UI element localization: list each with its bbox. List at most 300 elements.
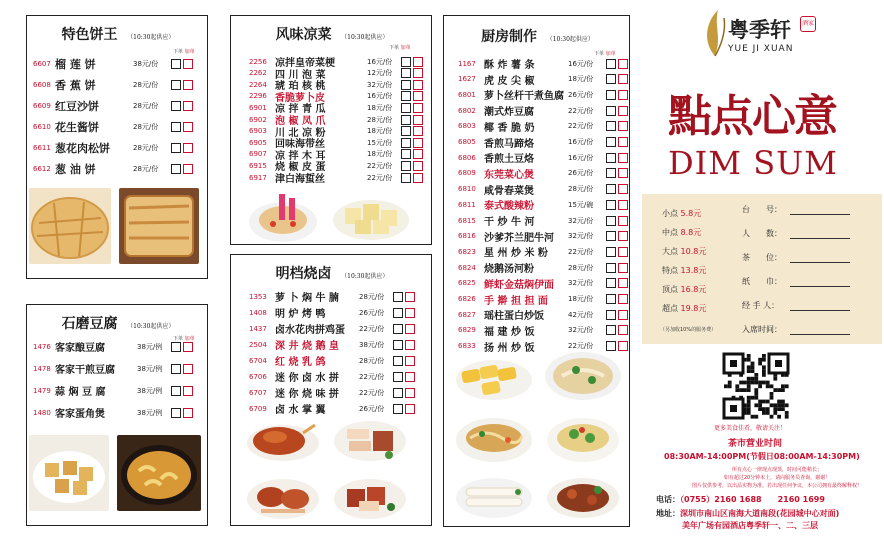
chufang-item-code: 6815	[458, 216, 476, 225]
tofu-order-checkbox[interactable]	[171, 386, 181, 396]
shaola-row	[249, 305, 415, 320]
shaola-order-checkbox[interactable]	[393, 340, 403, 350]
chufang-add-checkbox[interactable]	[618, 216, 628, 226]
tofu-add-checkbox[interactable]	[183, 364, 193, 374]
photo-noodle-bowl	[542, 408, 624, 466]
shaola-item-code: 6707	[249, 388, 267, 397]
shaola-add-checkbox[interactable]	[405, 388, 415, 398]
liangcai-item-code: 6915	[249, 161, 267, 170]
chufang-item-price: 26元/份	[568, 90, 594, 99]
shaola-item-code: 2504	[249, 340, 267, 349]
liangcai-item-code: 6905	[249, 138, 267, 147]
liangcai-item-price: 32元/份	[367, 80, 393, 89]
shaola-title-row	[231, 263, 433, 283]
phone-number: （0755）2160 1688 2160 1699	[680, 495, 825, 504]
order-field-line[interactable]	[790, 262, 850, 263]
pricing-label: 超点	[662, 304, 678, 313]
chufang-item-price: 32元/份	[568, 232, 594, 241]
tofu-item-price: 38元/例	[137, 408, 163, 417]
pricing-label: 中点	[662, 228, 678, 237]
chufang-add-checkbox[interactable]	[618, 200, 628, 210]
tofu-row	[33, 405, 193, 420]
shaola-item-name: 深 井 烧 鹅 皇	[275, 341, 339, 352]
chufang-add-checkbox[interactable]	[618, 59, 628, 69]
chufang-item-name: 香煎马蹄烙	[484, 138, 534, 150]
photo-stuffed-tofu	[29, 435, 109, 511]
order-field-line[interactable]	[790, 214, 850, 215]
shaola-item-price: 22元/份	[359, 372, 385, 381]
leaf-logo-icon	[700, 8, 730, 58]
photo-durian-pancake	[119, 188, 199, 264]
chufang-item-price: 18元/份	[568, 75, 594, 84]
shaola-item-price: 22元/份	[359, 388, 385, 397]
bing-item-name: 香 蕉 饼	[55, 79, 96, 92]
tofu-order-checkbox[interactable]	[171, 342, 181, 352]
tofu-order-checkbox[interactable]	[171, 364, 181, 374]
chufang-order-checkbox[interactable]	[606, 263, 616, 273]
address-row	[656, 508, 839, 519]
liangcai-item-price: 22元/份	[367, 161, 393, 170]
order-field-line[interactable]	[790, 334, 850, 335]
chufang-row	[458, 307, 628, 322]
order-field-line[interactable]	[790, 286, 850, 287]
liangcai-item-name: 回味海带丝	[275, 139, 325, 151]
chufang-order-checkbox[interactable]	[606, 59, 616, 69]
chufang-item-price: 15元/碗	[568, 200, 594, 209]
photo-roast-goose	[241, 413, 325, 465]
qr-caption: 更多美食佳肴，敬请关注！	[714, 425, 787, 432]
brand-area	[642, 0, 884, 194]
chufang-order-checkbox[interactable]	[606, 325, 616, 335]
shaola-row	[249, 337, 415, 352]
chufang-order-checkbox[interactable]	[606, 200, 616, 210]
bing-add-checkbox[interactable]	[183, 122, 193, 132]
tofu-add-checkbox[interactable]	[183, 386, 193, 396]
chufang-add-checkbox[interactable]	[618, 247, 628, 257]
shaola-item-price: 38元/份	[359, 340, 385, 349]
bing-add-checkbox[interactable]	[183, 164, 193, 174]
order-field-line[interactable]	[790, 310, 850, 311]
liangcai-item-code: 6901	[249, 103, 267, 112]
chufang-add-checkbox[interactable]	[618, 106, 628, 116]
fine-print	[672, 466, 882, 490]
bing-item-price: 28元/份	[133, 81, 159, 89]
fine-print-2: 如有超过20分钟未上，请向服务员查询，谢谢！	[723, 475, 831, 481]
tofu-item-price: 38元/例	[137, 342, 163, 351]
bing-order-checkbox[interactable]	[171, 143, 181, 153]
address-line-1: 深圳市南山区南海大道南段(花园城中心对面)	[680, 509, 840, 518]
hours-title: 茶市营业时间	[728, 439, 783, 449]
brand-name-cn: 粤季轩	[728, 17, 791, 42]
slogan-cn: 點点心意	[668, 91, 836, 142]
pancake-image-2	[119, 188, 199, 264]
chufang-add-checkbox[interactable]	[618, 184, 628, 194]
shaola-order-checkbox[interactable]	[393, 356, 403, 366]
bing-item-price: 28元/份	[133, 102, 159, 110]
chufang-item-code: 6825	[458, 279, 476, 288]
address-line-2: 美年广场有园酒店粤季轩一、二、三层	[682, 521, 818, 530]
chufang-order-checkbox[interactable]	[606, 121, 616, 131]
chufang-item-name: 福 建 炒 饭	[484, 326, 535, 338]
phone-label: 电话：	[656, 495, 680, 504]
noodle-bowl-image	[542, 408, 624, 466]
shaola-order-checkbox[interactable]	[393, 292, 403, 302]
brand-seal	[800, 16, 816, 32]
chufang-item-code: 6810	[458, 185, 476, 194]
liangcai-item-name: 凉 拌 青 瓜	[275, 104, 326, 116]
shaola-add-checkbox[interactable]	[405, 372, 415, 382]
chufang-add-checkbox[interactable]	[618, 294, 628, 304]
order-field-label: 入席时间：	[742, 325, 782, 334]
bing-item-code: 6611	[33, 144, 51, 152]
liangcai-col-add: 加单	[400, 45, 411, 51]
liangcai-item-code: 2262	[249, 69, 267, 78]
bing-add-checkbox[interactable]	[183, 80, 193, 90]
pricing-label: 顶点	[662, 285, 678, 294]
chufang-order-checkbox[interactable]	[606, 216, 616, 226]
liangcai-item-price: 22元/份	[367, 173, 393, 182]
shaola-item-name: 迷 你 卤 水 拼	[275, 373, 339, 384]
shaola-order-checkbox[interactable]	[393, 324, 403, 334]
chufang-item-price: 16元/份	[568, 138, 594, 146]
tofu-item-price: 38元/例	[137, 386, 163, 395]
pricing-price: 10.8元	[678, 247, 707, 256]
chufang-item-price: 42元/份	[568, 310, 594, 319]
shaola-add-checkbox[interactable]	[405, 308, 415, 318]
shaola-item-name: 明 炉 烤 鸭	[275, 309, 326, 320]
chufang-order-checkbox[interactable]	[606, 106, 616, 116]
liangcai-item-code: 6917	[249, 173, 267, 182]
fine-print-1: 所有点心一律现点现蒸，时间可能稍长；	[731, 467, 822, 473]
roast-goose-image	[241, 413, 325, 465]
tofu-row	[33, 339, 193, 354]
chufang-order-checkbox[interactable]	[606, 168, 616, 178]
chicken-feet-image	[245, 190, 321, 244]
bing-col-headers	[173, 48, 195, 55]
slogan-en: DIM SUM	[668, 144, 838, 182]
tofu-title-row	[27, 313, 209, 333]
shaola-item-name: 卤水花肉拼鸡蛋	[275, 325, 345, 336]
shaola-add-checkbox[interactable]	[405, 356, 415, 366]
chufang-item-name: 虎 皮 尖 椒	[484, 75, 535, 87]
panel-bing	[26, 15, 208, 279]
liangcai-title-row	[231, 24, 433, 44]
liangcai-item-name: 琥 珀 核 桃	[275, 81, 326, 93]
chufang-add-checkbox[interactable]	[618, 90, 628, 100]
chufang-item-code: 6829	[458, 326, 476, 335]
liangcai-title: 风味凉菜	[275, 27, 332, 43]
bing-item-name: 红豆沙饼	[55, 100, 99, 113]
tofu-col-add: 加单	[184, 336, 195, 342]
photo-roast-pork	[329, 471, 411, 523]
chufang-order-checkbox[interactable]	[606, 278, 616, 288]
soup-noodles-image	[542, 346, 624, 404]
chufang-col-small: 下单	[594, 51, 605, 57]
bing-item-code: 6608	[33, 81, 51, 89]
chufang-item-name: 潮式炸豆腐	[484, 107, 534, 119]
pricing-label: 小点	[662, 209, 678, 218]
panel-shaola	[230, 254, 432, 526]
liangcai-item-price: 18元/份	[367, 127, 393, 136]
chufang-add-checkbox[interactable]	[618, 325, 628, 335]
liangcai-item-name: 香脆萝卜皮	[275, 92, 325, 104]
bing-item-name: 榴 莲 饼	[55, 58, 96, 71]
pricing-row	[662, 227, 701, 238]
chufang-add-checkbox[interactable]	[618, 153, 628, 163]
tofu-add-checkbox[interactable]	[183, 342, 193, 352]
liangcai-item-code: 2256	[249, 57, 267, 66]
shaola-row	[249, 385, 415, 400]
bing-item-price: 28元/份	[133, 123, 159, 131]
chufang-item-code: 6824	[458, 263, 476, 272]
chufang-item-price: 22元/份	[568, 247, 594, 256]
order-field-line[interactable]	[790, 238, 850, 239]
tofu-item-code: 1479	[33, 386, 51, 395]
shaola-add-checkbox[interactable]	[405, 324, 415, 334]
chufang-item-name: 酥 炸 薯 条	[484, 60, 535, 71]
bing-row	[33, 56, 193, 72]
bing-item-price: 38元/份	[133, 60, 159, 68]
chufang-order-checkbox[interactable]	[606, 294, 616, 304]
pricing-price: 16.8元	[678, 285, 707, 294]
chufang-add-checkbox[interactable]	[618, 278, 628, 288]
pricing-row	[662, 303, 706, 314]
liangcai-col-headers	[389, 44, 411, 51]
liangcai-item-name: 津白海蜇丝	[275, 174, 325, 185]
chufang-add-checkbox[interactable]	[618, 231, 628, 241]
pricing-price: 8.8元	[678, 228, 702, 237]
shaola-add-checkbox[interactable]	[405, 404, 415, 414]
chufang-item-name: 东莞菜心煲	[484, 169, 534, 181]
tofu-item-code: 1478	[33, 364, 51, 373]
roast-pork-image	[329, 471, 411, 523]
shaola-item-price: 28元/份	[359, 292, 385, 301]
chufang-add-checkbox[interactable]	[618, 168, 628, 178]
chufang-row	[458, 276, 628, 291]
fried-noodles-image	[452, 408, 536, 466]
chufang-item-name: 星 州 炒 米 粉	[484, 248, 548, 260]
chufang-order-checkbox[interactable]	[606, 184, 616, 194]
tofu-note: （10:30起供应）	[127, 323, 175, 330]
chufang-item-name: 烧鹅汤河粉	[484, 264, 534, 276]
chufang-order-checkbox[interactable]	[606, 90, 616, 100]
shaola-item-name: 萝 卜 焖 牛 腩	[275, 293, 339, 304]
liangcai-order-checkbox[interactable]	[401, 173, 411, 183]
shaola-item-code: 1437	[249, 324, 267, 333]
liangcai-add-checkbox[interactable]	[413, 173, 423, 183]
chufang-add-checkbox[interactable]	[618, 263, 628, 273]
chufang-item-name: 扬 州 炒 饭	[484, 342, 535, 354]
chufang-row	[458, 229, 628, 244]
bing-add-checkbox[interactable]	[183, 101, 193, 111]
tofu-item-name: 客家干煎豆腐	[55, 365, 115, 376]
tofu-add-checkbox[interactable]	[183, 408, 193, 418]
cucumber-image	[329, 190, 413, 244]
bing-order-checkbox[interactable]	[171, 164, 181, 174]
chufang-row	[458, 103, 628, 118]
chufang-note: （10:30起供应）	[546, 36, 594, 43]
chufang-order-checkbox[interactable]	[606, 247, 616, 257]
shaola-add-checkbox[interactable]	[405, 292, 415, 302]
bing-add-checkbox[interactable]	[183, 59, 193, 69]
photo-rice-rolls	[452, 470, 536, 522]
shaola-item-price: 28元/份	[359, 356, 385, 365]
fine-print-3: 图片仅供参考，以出品实物为准。若出现任何争议，本公司拥有最终解释权！	[691, 483, 862, 489]
chufang-item-code: 6801	[458, 90, 476, 99]
tofu-item-code: 1480	[33, 408, 51, 417]
bing-row	[33, 140, 193, 156]
pancake-image	[29, 188, 111, 264]
chufang-item-name: 鲜虾金菇焖伊面	[484, 279, 554, 291]
chufang-item-code: 6809	[458, 169, 476, 178]
chufang-order-checkbox[interactable]	[606, 310, 616, 320]
tofu-item-price: 38元/例	[137, 364, 163, 373]
bing-item-name: 花生酱饼	[55, 121, 99, 134]
chufang-row	[458, 339, 628, 354]
bing-item-code: 6607	[33, 60, 51, 68]
bing-col-small: 下单	[173, 49, 184, 55]
chufang-row	[458, 150, 628, 165]
liangcai-item-price: 15元/份	[367, 138, 393, 147]
chufang-row	[458, 166, 628, 181]
shaola-item-name: 卤 水 掌 翼	[275, 405, 326, 416]
chufang-item-name: 泰式酸辣粉	[484, 201, 534, 213]
chufang-row	[458, 292, 628, 307]
bing-item-price: 28元/份	[133, 144, 159, 152]
chufang-item-price: 22元/份	[568, 106, 594, 115]
shaola-item-price: 22元/份	[359, 324, 385, 333]
shaola-add-checkbox[interactable]	[405, 340, 415, 350]
chufang-row	[458, 135, 628, 150]
chufang-item-code: 6802	[458, 106, 476, 115]
bing-row	[33, 119, 193, 135]
chufang-item-code: 6823	[458, 247, 476, 256]
shaola-item-name: 红 烧 乳 鸽	[275, 357, 326, 368]
shaola-item-price: 26元/份	[359, 404, 385, 413]
chufang-add-checkbox[interactable]	[618, 341, 628, 351]
panel-tofu	[26, 304, 208, 526]
chufang-row	[458, 182, 628, 197]
liangcai-item-price: 18元/份	[367, 150, 393, 159]
chufang-order-checkbox[interactable]	[606, 74, 616, 84]
chufang-item-price: 16元/份	[568, 153, 594, 162]
bing-add-checkbox[interactable]	[183, 143, 193, 153]
chufang-item-code: 6827	[458, 310, 476, 319]
shaola-order-checkbox[interactable]	[393, 308, 403, 318]
shaola-item-code: 6704	[249, 356, 267, 365]
chufang-item-code: 6826	[458, 295, 476, 303]
chufang-item-code: 6811	[458, 200, 476, 209]
chufang-item-name: 萝卜丝杆干煮鱼腐	[484, 91, 564, 103]
bing-row	[33, 98, 193, 114]
photo-egg-dumpling-pot	[117, 435, 201, 511]
bing-item-name: 葱 油 饼	[55, 163, 96, 176]
order-field-label: 经 手 人：	[742, 301, 780, 310]
bing-item-code: 6610	[33, 123, 51, 131]
bing-order-checkbox[interactable]	[171, 101, 181, 111]
shaola-order-checkbox[interactable]	[393, 372, 403, 382]
chufang-item-code: 6833	[458, 342, 476, 351]
chufang-title-row	[444, 26, 631, 46]
tofu-item-name: 蒜 焖 豆 腐	[55, 387, 106, 398]
order-field-label: 台 号：	[742, 205, 782, 214]
photo-soup-noodles	[542, 346, 624, 404]
chufang-item-name: 咸骨春菜煲	[484, 185, 534, 197]
chufang-add-checkbox[interactable]	[618, 121, 628, 131]
photo-fried-rice-noodles	[452, 408, 536, 466]
bing-title: 特色饼王	[61, 27, 118, 43]
soy-platter-image	[329, 413, 411, 465]
bing-order-checkbox[interactable]	[171, 59, 181, 69]
chufang-item-price: 22元/份	[568, 342, 594, 351]
chufang-order-checkbox[interactable]	[606, 341, 616, 351]
order-field-label: 人 数：	[742, 229, 782, 238]
photo-chili-chicken-feet	[245, 190, 321, 244]
chufang-col-add: 加单	[605, 51, 616, 57]
chufang-item-price: 32元/份	[568, 279, 594, 288]
pricing-price: 5.8元	[678, 209, 702, 218]
chufang-row	[458, 56, 628, 71]
chufang-item-code: 6805	[458, 138, 476, 146]
chufang-add-checkbox[interactable]	[618, 137, 628, 147]
pricing-row	[662, 208, 701, 219]
brand-seal-text: 酒家	[801, 20, 814, 27]
liangcai-item-price: 16元/份	[367, 57, 393, 66]
bing-item-name: 葱花肉松饼	[55, 142, 110, 155]
liangcai-item-name: 四 川 泡 菜	[275, 69, 326, 81]
bing-order-checkbox[interactable]	[171, 122, 181, 132]
shaola-item-code: 6706	[249, 372, 267, 381]
liangcai-col-small: 下单	[389, 45, 400, 51]
chufang-add-checkbox[interactable]	[618, 74, 628, 84]
chufang-order-checkbox[interactable]	[606, 231, 616, 241]
bing-item-code: 6612	[33, 165, 51, 173]
liangcai-item-price: 12元/份	[367, 69, 393, 78]
chufang-item-price: 32元/份	[568, 326, 594, 335]
pricing-label: 特点	[662, 266, 678, 275]
liangcai-item-name: 川 北 凉 粉	[275, 127, 326, 139]
chufang-item-price: 16元/份	[568, 59, 594, 68]
address-label: 地址：	[656, 509, 680, 518]
tofu-item-name: 客家酿豆腐	[55, 343, 105, 354]
photo-braised-pigeon	[241, 471, 325, 523]
chufang-order-checkbox[interactable]	[606, 153, 616, 163]
bing-item-code: 6609	[33, 102, 51, 110]
chufang-add-checkbox[interactable]	[618, 310, 628, 320]
shaola-item-code: 1408	[249, 308, 267, 317]
bing-order-checkbox[interactable]	[171, 80, 181, 90]
shaola-order-checkbox[interactable]	[393, 388, 403, 398]
tofu-title: 石磨豆腐	[61, 316, 118, 332]
panel-liangcai	[230, 15, 432, 245]
order-field-label: 茶 位：	[742, 253, 782, 262]
chufang-item-price: 28元/份	[568, 185, 594, 194]
qr-code[interactable]	[722, 352, 790, 420]
chufang-order-checkbox[interactable]	[606, 137, 616, 147]
bing-row	[33, 161, 193, 177]
pigeon-image	[241, 471, 325, 523]
shaola-row	[249, 353, 415, 368]
phone-row	[656, 494, 825, 505]
braised-dish-image	[542, 470, 624, 522]
tofu-order-checkbox[interactable]	[171, 408, 181, 418]
bing-row	[33, 77, 193, 93]
chufang-item-price: 32元/份	[568, 216, 594, 225]
shaola-row	[249, 369, 415, 384]
shaola-order-checkbox[interactable]	[393, 404, 403, 414]
tofu-item-code: 1476	[33, 342, 51, 351]
shaola-item-price: 26元/份	[359, 308, 385, 317]
